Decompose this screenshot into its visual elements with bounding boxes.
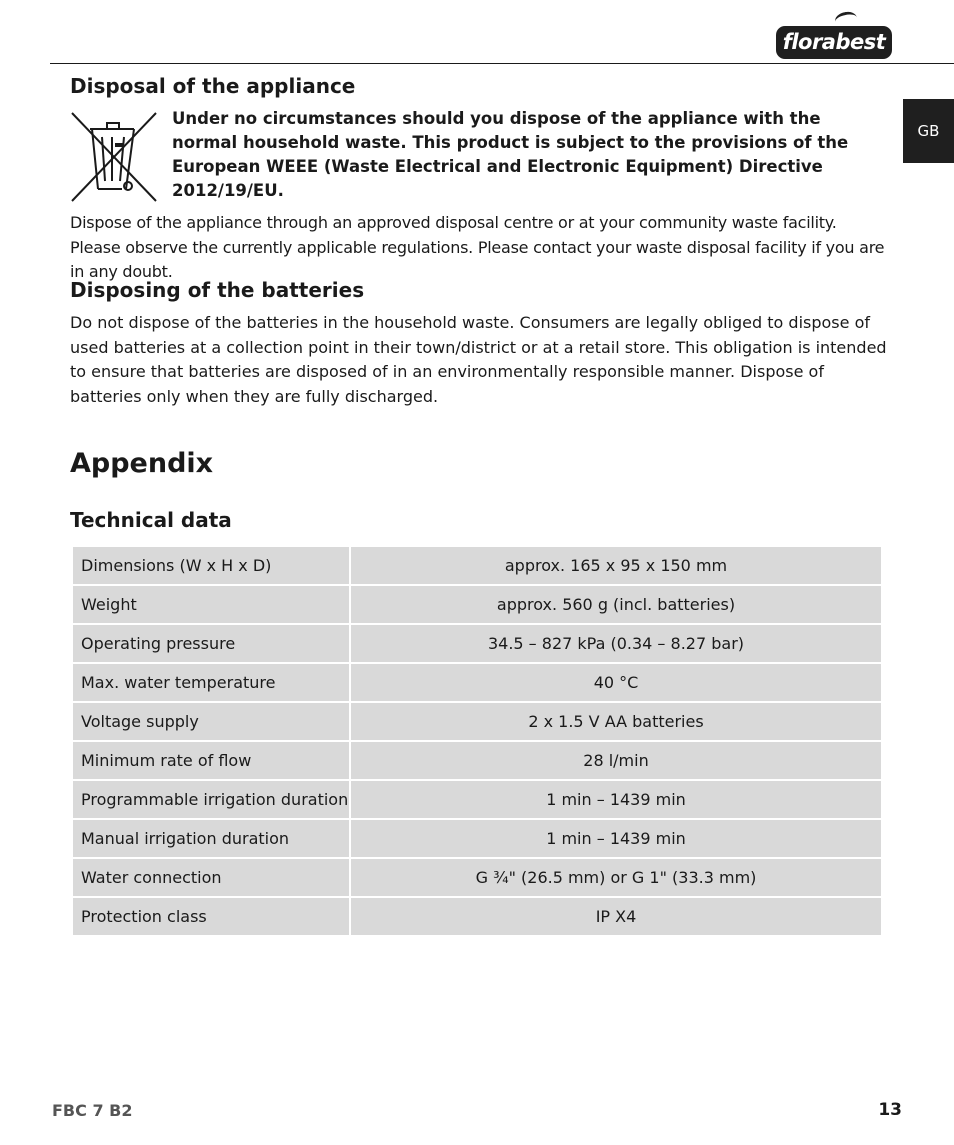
- row-value: 2 x 1.5 V AA batteries: [351, 703, 881, 740]
- row-value: 1 min – 1439 min: [351, 781, 881, 818]
- table-row: [73, 547, 881, 584]
- row-label: Operating pressure: [73, 625, 349, 662]
- disposal-appliance-text: Dispose of the appliance through an approved disposal centre or at your community waste facility. Please observe the currently applicable regulations. Please contact your waste disposal facility if you are in any doubt.: [70, 213, 885, 281]
- table-row: [73, 781, 881, 818]
- page-number: 13: [878, 1100, 902, 1120]
- table-row: [73, 859, 881, 896]
- brand-logo: florabest: [776, 26, 892, 59]
- technical-data-table: [71, 545, 883, 937]
- row-value: IP X4: [351, 898, 881, 935]
- row-value: 28 l/min: [351, 742, 881, 779]
- table-row: [73, 742, 881, 779]
- row-label: Weight: [73, 586, 349, 623]
- row-label: Protection class: [73, 898, 349, 935]
- row-label: Manual irrigation duration: [73, 820, 349, 857]
- disposal-appliance-heading: Disposal of the appliance: [70, 74, 356, 98]
- row-value: G ¾" (26.5 mm) or G 1" (33.3 mm): [351, 859, 881, 896]
- row-value: 34.5 – 827 kPa (0.34 – 8.27 bar): [351, 625, 881, 662]
- table-row: [73, 586, 881, 623]
- table-row: [73, 820, 881, 857]
- crossed-out-wheelie-bin-icon: [70, 111, 158, 203]
- row-label: Voltage supply: [73, 703, 349, 740]
- row-value: approx. 165 x 95 x 150 mm: [351, 547, 881, 584]
- row-value: approx. 560 g (incl. batteries): [351, 586, 881, 623]
- table-row: [73, 703, 881, 740]
- row-label: Programmable irrigation duration: [73, 781, 349, 818]
- table-row: [73, 625, 881, 662]
- disposal-batteries-text: Do not dispose of the batteries in the household waste. Consumers are legally obliged to dispose of used batteries at a collection point in their town/district or at a retail store. This obligation is intended to ensure that batteries are disposed of in an environmentally responsible manner. Dispose of batteries only when they are fully discharged.: [70, 313, 887, 406]
- disposal-batteries-heading: Disposing of the batteries: [70, 278, 365, 302]
- appendix-heading: Appendix: [70, 448, 214, 479]
- disposal-warning-text: Under no circumstances should you dispose of the appliance with the normal household waste. This product is subject to the provisions of the European WEEE (Waste Electrical and Electronic Equipment) Directive 2012/19/EU.: [172, 109, 849, 200]
- footer-model: FBC 7 B2: [52, 1101, 133, 1120]
- row-label: Water connection: [73, 859, 349, 896]
- row-label: Minimum rate of flow: [73, 742, 349, 779]
- header-rule: [50, 63, 954, 64]
- table-row: [73, 898, 881, 935]
- row-value: 40 °C: [351, 664, 881, 701]
- technical-data-heading: Technical data: [70, 508, 232, 532]
- language-tab: GB: [903, 99, 954, 163]
- row-value: 1 min – 1439 min: [351, 820, 881, 857]
- row-label: Dimensions (W x H x D): [73, 547, 349, 584]
- row-label: Max. water temperature: [73, 664, 349, 701]
- table-row: [73, 664, 881, 701]
